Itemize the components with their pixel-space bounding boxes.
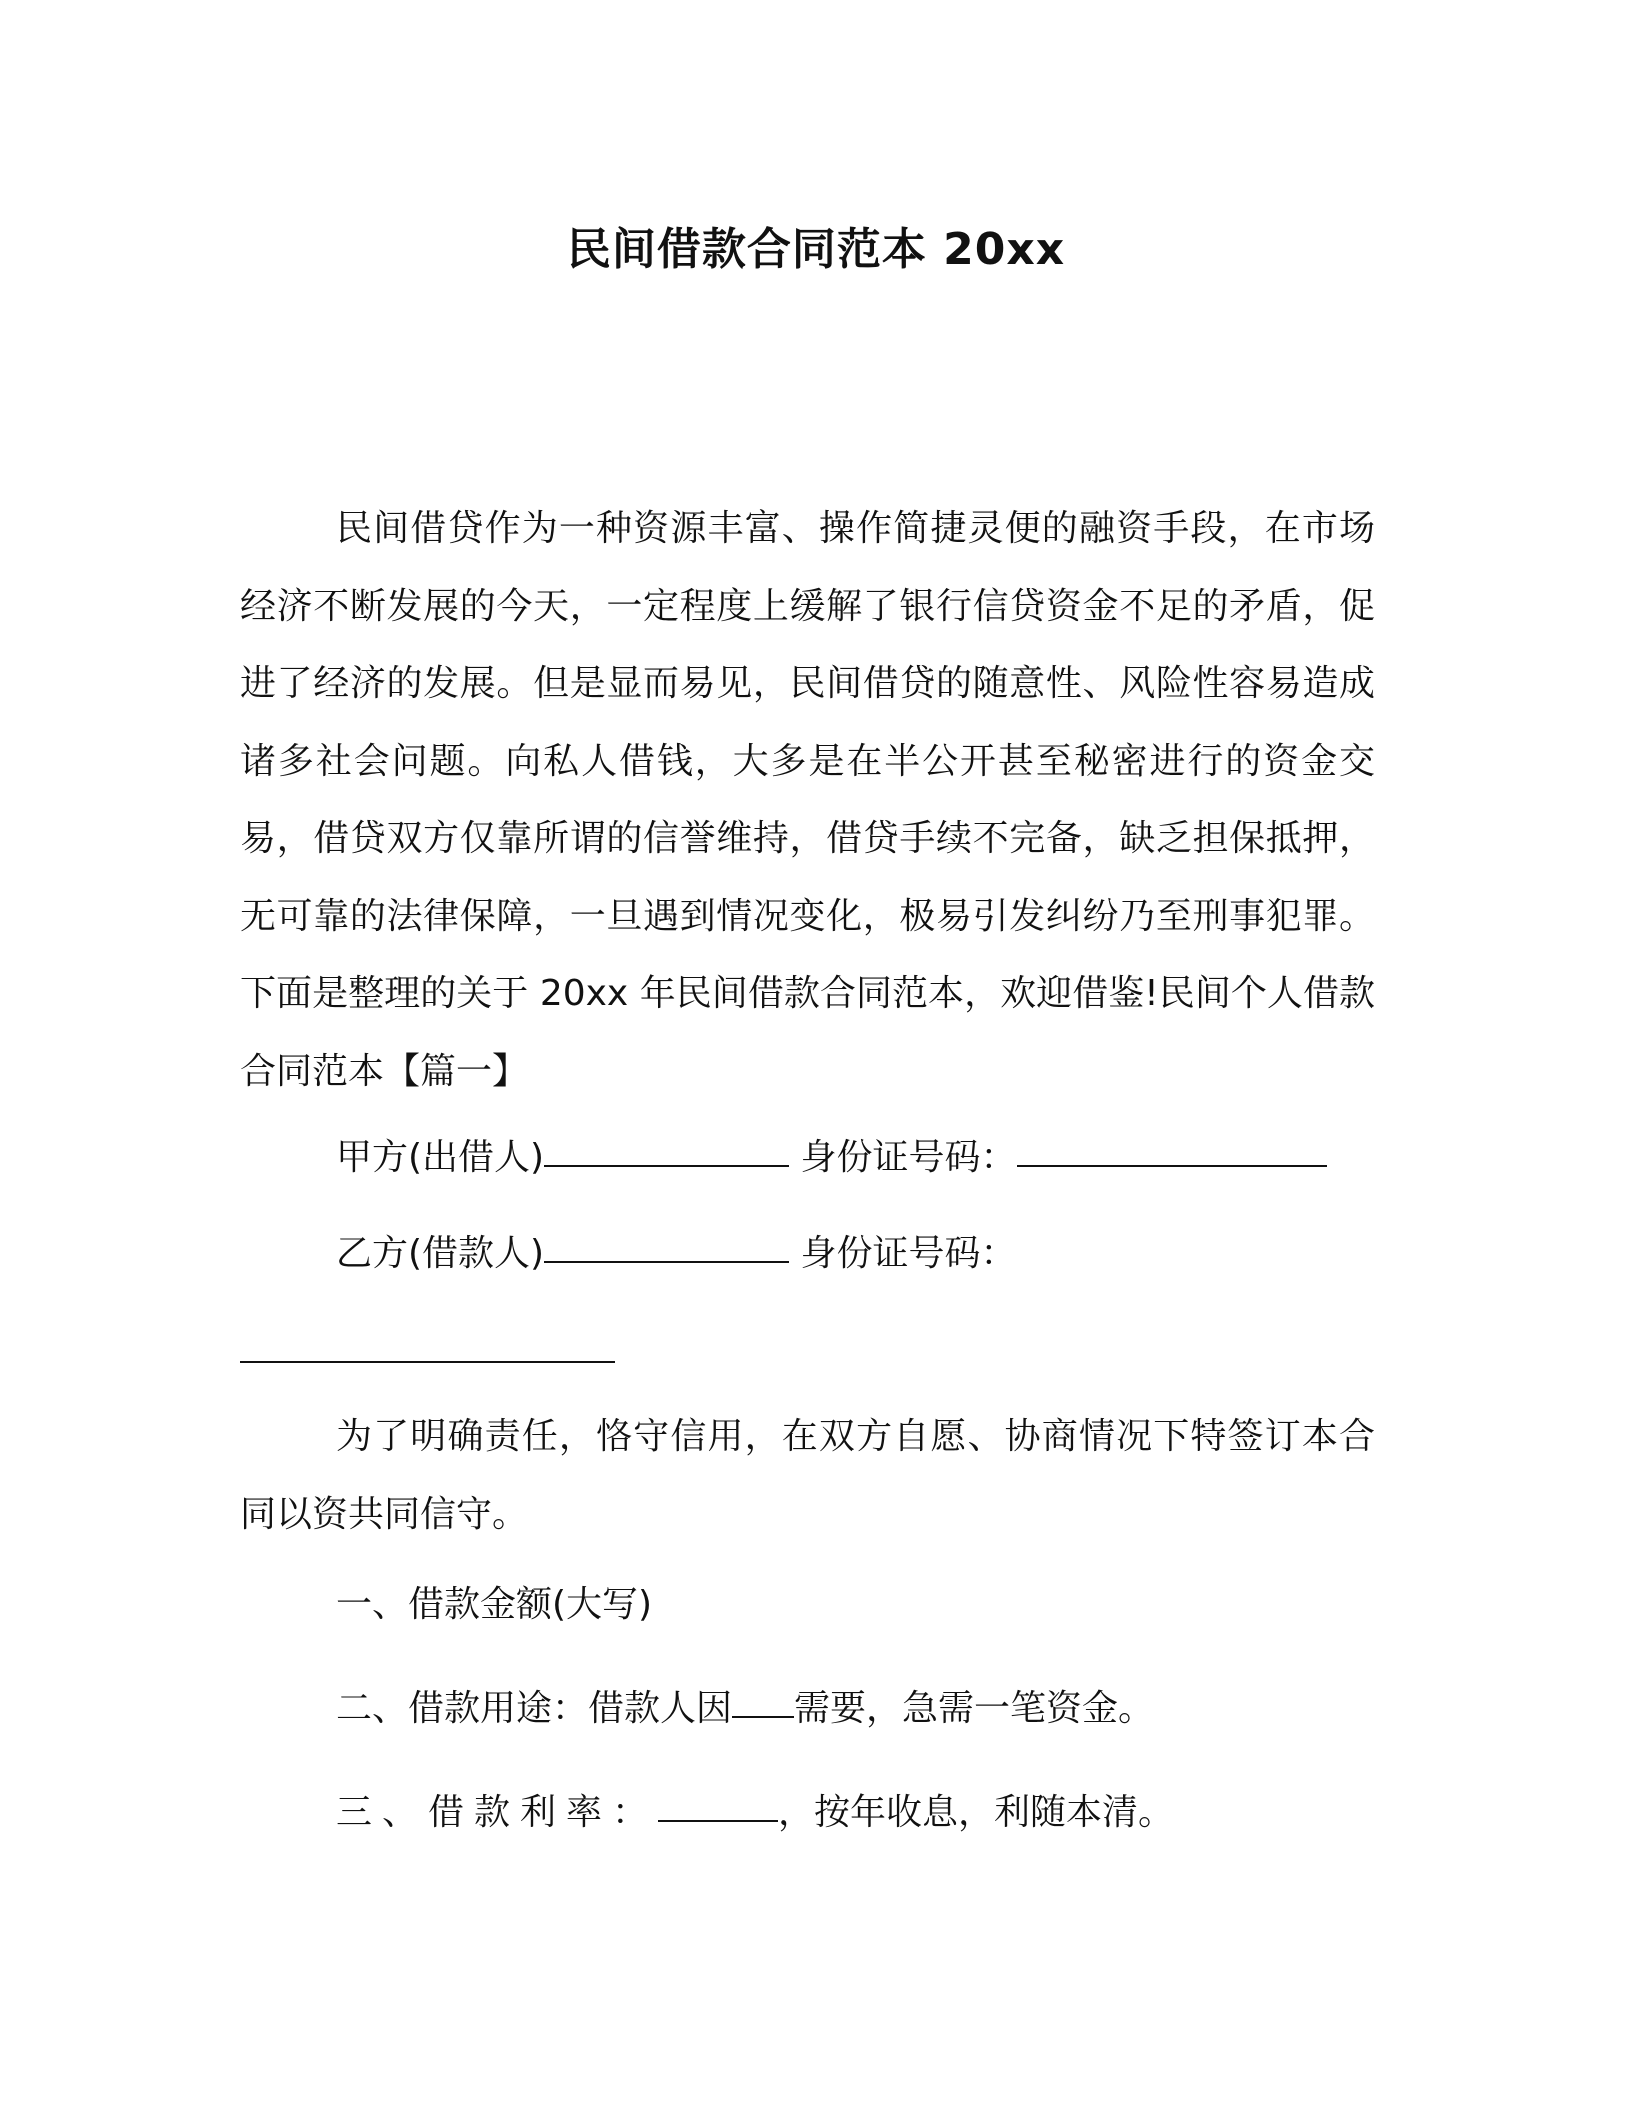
party-b-line <box>240 1206 1375 1302</box>
party-a-id-label: 身份证号码： <box>800 1137 1017 1178</box>
party-a-line <box>240 1110 1375 1206</box>
document-body <box>240 490 1375 1865</box>
party-a-name-blank <box>544 1164 789 1167</box>
party-a-label: 甲方(出借人) <box>336 1137 545 1178</box>
clause-2-blank <box>732 1715 794 1718</box>
clause-2-suffix: 需要，急需一笔资金。 <box>794 1688 1155 1729</box>
clause-3-prefix: 三、借款利率： <box>336 1792 659 1833</box>
clause-3 <box>240 1761 1375 1865</box>
clause-2 <box>240 1657 1375 1761</box>
party-a-id-blank <box>1017 1164 1327 1167</box>
document-title: 民间借款合同范本 20xx <box>566 224 1066 275</box>
clause-3-suffix: ，按年收息，利随本清。 <box>778 1792 1175 1833</box>
party-b-name-blank <box>544 1260 789 1263</box>
intro-paragraph: 民间借贷作为一种资源丰富、操作简捷灵便的融资手段，在市场经济不断发展的今天，一定程度上缓解了银行信贷资金不足的矛盾，促进了经济的发展。但是显而易见，民间借贷的随意性、风险性容易造成诸多社会问题。向私人借钱，大多是在半公开甚至秘密进行的资金交易，借贷双方仅靠所谓的信誉维持，借贷手续不完备，缺乏担保抵押，无可靠的法律保障，一旦遇到情况变化，极易引发纠纷乃至刑事犯罪。下面是整理的关于 20xx 年民间借款合同范本，欢迎借鉴!民间个人借款合同范本【篇一】 <box>240 508 1375 1092</box>
party-b-id-line <box>240 1302 1375 1398</box>
clause-1 <box>240 1553 1375 1657</box>
clause-2-prefix: 二、借款用途：借款人因 <box>336 1688 733 1729</box>
clause-3-blank <box>658 1819 778 1822</box>
preamble-paragraph: 为了明确责任，恪守信用，在双方自愿、协商情况下特签订本合同以资共同信守。 <box>240 1416 1375 1535</box>
clause-1-text: 一、借款金额(大写) <box>336 1584 653 1625</box>
party-b-id-label: 身份证号码： <box>800 1233 1017 1274</box>
party-b-label: 乙方(借款人) <box>336 1233 545 1274</box>
party-b-id-blank <box>240 1360 615 1363</box>
